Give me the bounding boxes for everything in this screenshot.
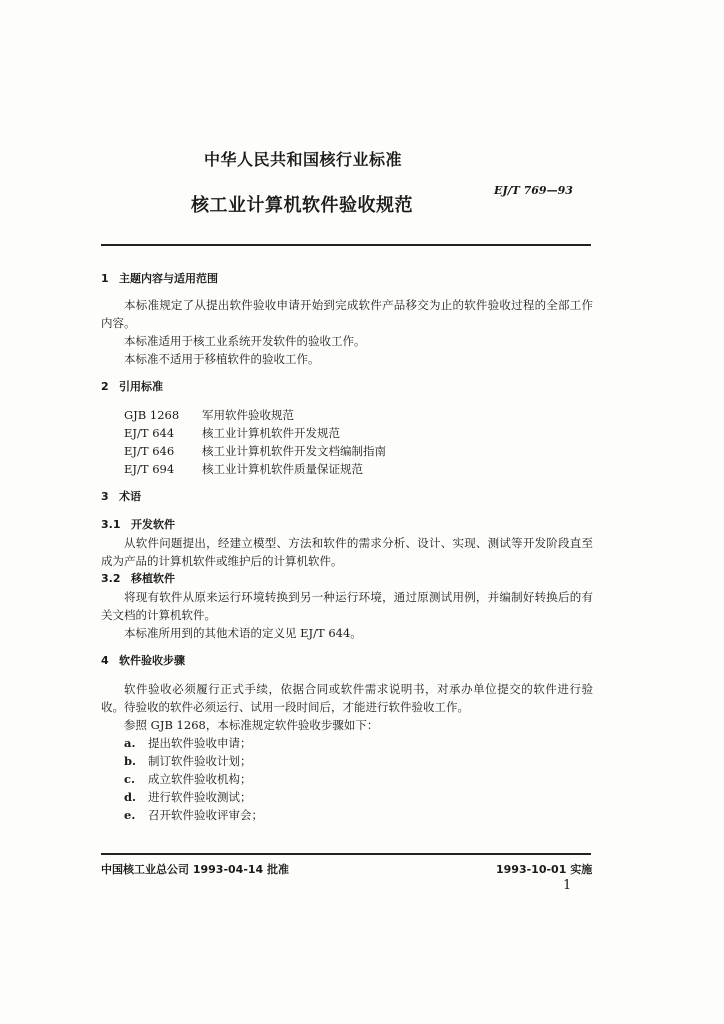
reference-item: EJ/T 646 核工业计算机软件开发文档编制指南 [124,444,386,458]
section-2-heading [101,378,593,396]
page-number: 1 [563,878,572,893]
footer-divider [101,853,591,855]
section-4-heading [101,652,593,670]
reference-item: GJB 1268 军用软件验收规范 [124,408,294,422]
subsection-3-1-paragraph: 从软件问题提出，经建立模型、方法和软件的需求分析、设计、实现、测试等开发阶段直至成为产品的计算机软件或维护后的计算机软件。 [101,536,593,568]
section-4-paragraph-1: 软件验收必须履行正式手续，依据合同或软件需求说明书，对承办单位提交的软件进行验收。待验收的软件必须运行、试用一段时间后，才能进行软件验收工作。 [101,682,593,714]
section-number: 2 [101,380,109,393]
section-number: 1 [101,272,109,285]
section-title: 术语 [119,490,141,503]
effective-date: 1993-10-01 实施 [496,863,593,876]
standard-code: EJ/T 769—93 [494,184,573,197]
approval-date: 中国核工业总公司 1993-04-14 批准 [101,863,290,876]
list-item: a. 提出软件验收申请； [124,736,252,750]
subsection-3-1-heading: 3.1 开发软件 [101,518,175,531]
reference-list [101,406,593,478]
subsection-3-2-heading: 3.2 移植软件 [101,572,175,585]
section-title: 引用标准 [119,380,163,393]
section-1-heading [101,270,593,288]
section-1-paragraph-3: 本标准不适用于移植软件的验收工作。 [124,352,320,366]
section-1-paragraph-1: 本标准规定了从提出软件验收申请开始到完成软件产品移交为止的软件验收过程的全部工作内容。 [101,298,593,330]
section-4-paragraph-2: 参照 GJB 1268，本标准规定软件验收步骤如下： [124,718,379,732]
list-item: b. 制订软件验收计划； [124,754,252,768]
header-divider [101,244,591,246]
standard-organization: 中华人民共和国核行业标准 [204,150,403,169]
section-3-heading [101,488,593,506]
list-item: d. 进行软件验收测试； [124,790,252,804]
section-number: 3 [101,490,109,503]
list-item: c. 成立软件验收机构； [124,772,252,786]
subsection-3-2-paragraph-2: 本标准所用到的其他术语的定义见 EJ/T 644。 [124,626,362,640]
section-1-paragraph-2: 本标准适用于核工业系统开发软件的验收工作。 [124,334,366,348]
section-number: 4 [101,654,109,667]
subsection-3-2-paragraph-1: 将现有软件从原来运行环境转换到另一种运行环境，通过原测试用例，并编制好转换后的有关文档的计算机软件。 [101,590,593,622]
standard-title: 核工业计算机软件验收规范 [191,195,413,216]
section-title: 主题内容与适用范围 [119,272,218,285]
document-body [101,270,593,824]
reference-item: EJ/T 644 核工业计算机软件开发规范 [124,426,340,440]
list-item: e. 召开软件验收评审会； [124,808,263,822]
steps-list [101,734,593,824]
reference-item: EJ/T 694 核工业计算机软件质量保证规范 [124,462,363,476]
section-title: 软件验收步骤 [119,654,185,667]
